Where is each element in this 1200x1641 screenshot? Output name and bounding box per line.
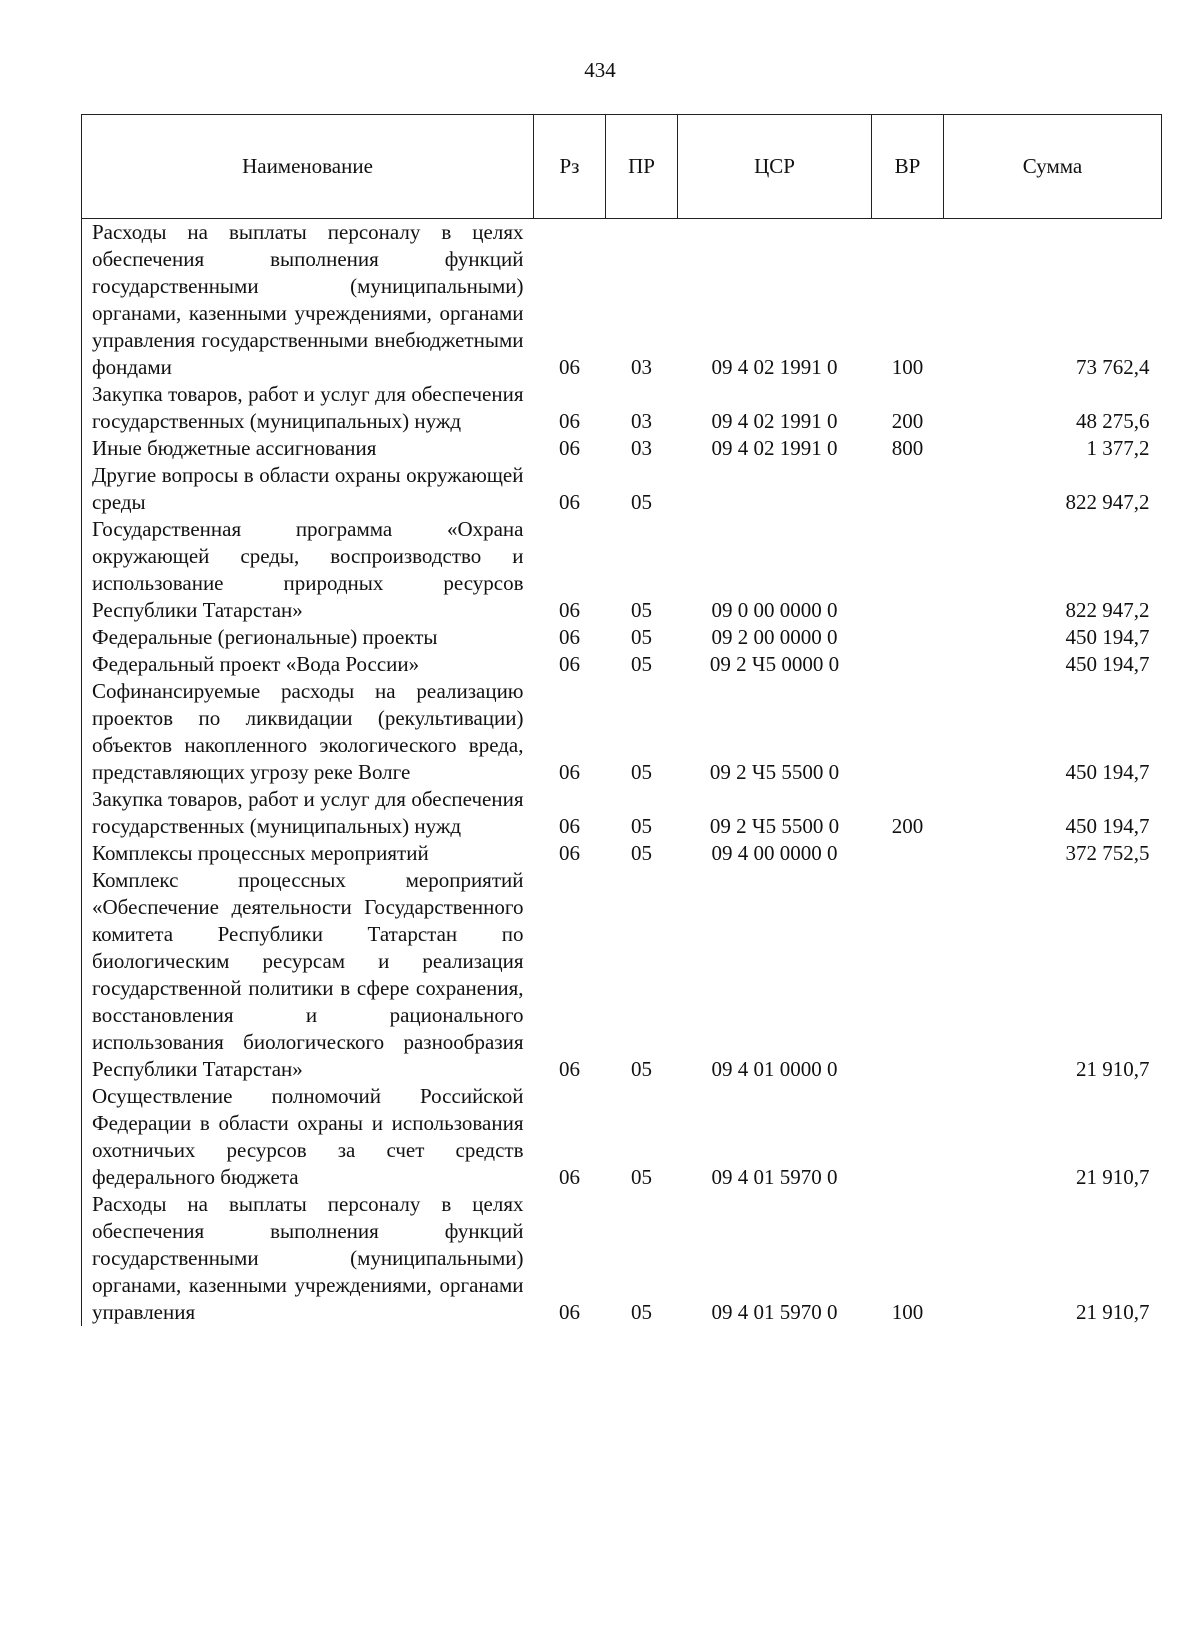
row-csr: 09 0 00 0000 0 [711, 598, 838, 622]
row-vr [872, 840, 944, 867]
row-vr [872, 462, 944, 516]
row-vr [872, 678, 944, 786]
table-row [82, 1191, 1162, 1326]
row-csr: 09 2 Ч5 5500 0 [709, 814, 840, 838]
row-name: Софинансируемые расходы на реализацию проектов по ликвидации (рекультивации) объектов накопленного экологического вреда, представляющих угрозу реке Волге [82, 678, 534, 786]
row-sum: 372 752,5 [1065, 841, 1150, 865]
row-name: Иные бюджетные ассигнования [82, 435, 534, 462]
row-name: Осуществление полномочий Российской Федерации в области охраны и использования охотничьих ресурсов за счет средств федерального бюджета [82, 1083, 534, 1191]
row-name: Федеральный проект «Вода России» [82, 651, 534, 678]
row-sum: 450 194,7 [1065, 814, 1150, 838]
row-name: Государственная программа «Охрана окружающей среды, воспроизводство и использование природных ресурсов Республики Татарстан» [82, 516, 534, 624]
header-rz: Рз [534, 115, 606, 219]
row-rz: 06 [559, 409, 580, 433]
row-vr: 100 [891, 1300, 924, 1324]
row-rz: 06 [559, 598, 580, 622]
table-row [82, 516, 1162, 624]
row-sum: 822 947,2 [1065, 490, 1150, 514]
row-csr: 09 2 Ч5 0000 0 [709, 652, 840, 676]
row-rz: 06 [559, 652, 580, 676]
row-name: Расходы на выплаты персоналу в целях обеспечения выполнения функций государственными (муниципальными) органами, казенными учреждениями, органами управления государственными внебюджетными фондами [82, 219, 534, 382]
header-vr: ВР [872, 115, 944, 219]
row-pr: 05 [631, 1165, 652, 1189]
table-row [82, 462, 1162, 516]
row-sum: 73 762,4 [1076, 355, 1150, 379]
row-rz: 06 [559, 760, 580, 784]
row-csr: 09 4 00 0000 0 [711, 841, 838, 865]
header-sum: Сумма [944, 115, 1162, 219]
row-name: Комплекс процессных мероприятий «Обеспечение деятельности Государственного комитета Республики Татарстан по биологическим ресурсам и реализация государственной политики в сфере сохранения, восстановления и рационального использования биологического разнообразия Республики Татарстан» [82, 867, 534, 1083]
row-vr: 100 [891, 355, 924, 379]
row-pr: 05 [631, 625, 652, 649]
header-name: Наименование [82, 115, 534, 219]
row-csr: 09 4 02 1991 0 [711, 409, 838, 433]
row-pr: 05 [631, 760, 652, 784]
row-rz: 06 [559, 814, 580, 838]
row-pr: 03 [631, 409, 652, 433]
header-row [82, 115, 1162, 219]
budget-table [81, 114, 1162, 1326]
table-row [82, 381, 1162, 435]
row-sum: 822 947,2 [1065, 598, 1150, 622]
row-pr: 05 [631, 652, 652, 676]
table-body [82, 219, 1162, 1327]
row-vr: 200 [891, 814, 924, 838]
row-rz: 06 [559, 490, 580, 514]
row-vr: 200 [891, 409, 924, 433]
row-name: Закупка товаров, работ и услуг для обеспечения государственных (муниципальных) нужд [82, 381, 534, 435]
page-number: 434 [584, 58, 616, 82]
row-pr: 05 [631, 598, 652, 622]
row-rz: 06 [559, 436, 580, 460]
table-row [82, 867, 1162, 1083]
row-vr [872, 624, 944, 651]
row-vr: 800 [891, 436, 924, 460]
row-sum: 450 194,7 [1065, 760, 1150, 784]
row-sum: 21 910,7 [1076, 1057, 1150, 1081]
row-pr: 05 [631, 1057, 652, 1081]
row-rz: 06 [559, 1165, 580, 1189]
row-csr: 09 2 Ч5 5500 0 [709, 760, 840, 784]
row-vr [872, 516, 944, 624]
header-pr: ПР [606, 115, 678, 219]
table-header [82, 115, 1162, 219]
table-row [82, 786, 1162, 840]
table-row [82, 219, 1162, 382]
row-name: Другие вопросы в области охраны окружающей среды [82, 462, 534, 516]
table-row [82, 840, 1162, 867]
row-name: Закупка товаров, работ и услуг для обеспечения государственных (муниципальных) нужд [82, 786, 534, 840]
row-csr: 09 4 02 1991 0 [711, 436, 838, 460]
row-sum: 48 275,6 [1076, 409, 1150, 433]
row-rz: 06 [559, 1057, 580, 1081]
row-sum: 21 910,7 [1076, 1300, 1150, 1324]
row-rz: 06 [559, 1300, 580, 1324]
row-name: Федеральные (региональные) проекты [82, 624, 534, 651]
table-row [82, 624, 1162, 651]
row-rz: 06 [559, 625, 580, 649]
row-csr [678, 462, 872, 516]
row-csr: 09 4 01 0000 0 [711, 1057, 838, 1081]
row-sum: 21 910,7 [1076, 1165, 1150, 1189]
row-vr [872, 1083, 944, 1191]
table-row [82, 651, 1162, 678]
row-name: Комплексы процессных мероприятий [82, 840, 534, 867]
row-pr: 03 [631, 436, 652, 460]
table-row [82, 678, 1162, 786]
row-pr: 05 [631, 490, 652, 514]
row-rz: 06 [559, 355, 580, 379]
table-row [82, 435, 1162, 462]
row-pr: 05 [631, 814, 652, 838]
row-rz: 06 [559, 841, 580, 865]
row-sum: 1 377,2 [1086, 436, 1150, 460]
row-csr: 09 4 01 5970 0 [711, 1165, 838, 1189]
row-pr: 05 [631, 841, 652, 865]
header-csr: ЦСР [678, 115, 872, 219]
row-name: Расходы на выплаты персоналу в целях обеспечения выполнения функций государственными (муниципальными) органами, казенными учреждениями, органами управления [82, 1191, 534, 1326]
row-csr: 09 2 00 0000 0 [711, 625, 838, 649]
row-sum: 450 194,7 [1065, 625, 1150, 649]
row-csr: 09 4 01 5970 0 [711, 1300, 838, 1324]
row-sum: 450 194,7 [1065, 652, 1150, 676]
table-row [82, 1083, 1162, 1191]
row-pr: 05 [631, 1300, 652, 1324]
row-vr [872, 651, 944, 678]
row-pr: 03 [631, 355, 652, 379]
row-csr: 09 4 02 1991 0 [711, 355, 838, 379]
row-vr [872, 867, 944, 1083]
